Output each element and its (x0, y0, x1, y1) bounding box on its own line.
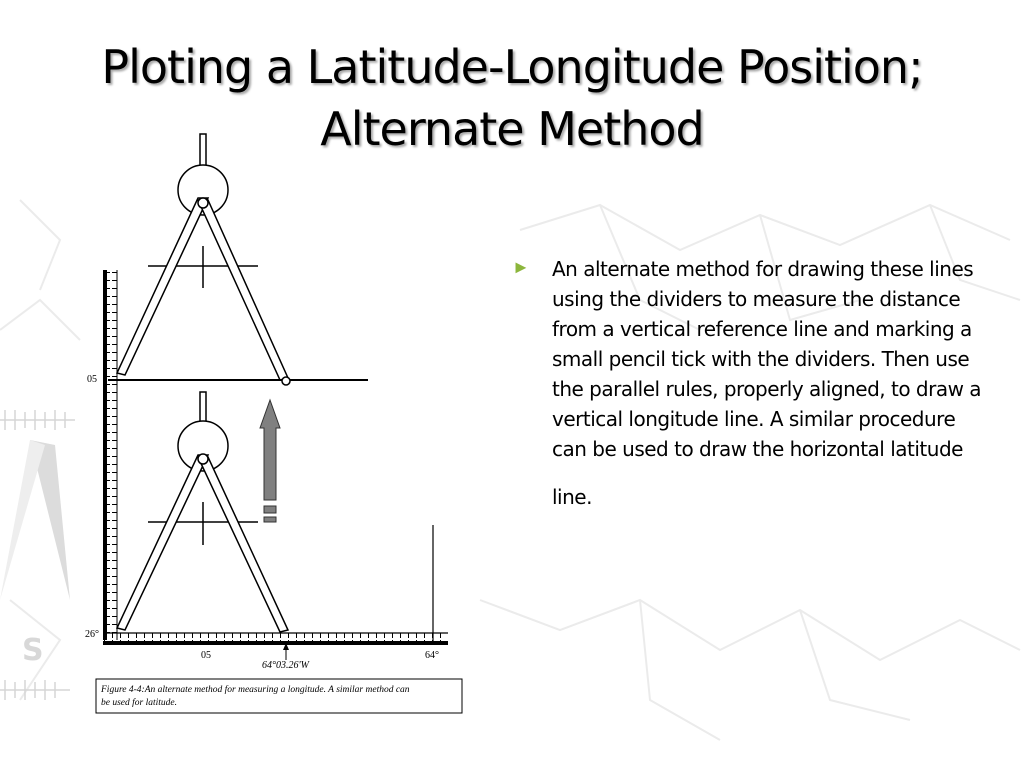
dividers-top-icon (117, 134, 290, 385)
latitude-scale (103, 270, 117, 640)
bullet-text (552, 254, 982, 512)
bullet-text-body: An alternate method for drawing these lines using the dividers to measure the distance from a vertical reference line and marking a small pencil tick with the dividers. Then use the parallel rules, properly aligned, to draw a vertical longitude line. A similar procedure can be used to draw the horizontal latitude (552, 257, 982, 461)
up-arrow-icon (260, 400, 280, 522)
label-64-degrees: 64° (425, 650, 439, 661)
figure-caption-line-2: be used for latitude. (101, 698, 177, 708)
figure-caption (96, 679, 462, 713)
bullet-text-last-line: line. (552, 485, 592, 509)
label-26-degrees: 26° (85, 629, 99, 640)
slide-title-line-2: Alternate Method (320, 102, 704, 156)
position-marker-arrow (283, 643, 289, 660)
label-05-left: 05 (87, 374, 97, 385)
longitude-scale (103, 633, 448, 645)
label-05-bottom: 05 (201, 650, 211, 661)
figure-caption-line-1: Figure 4-4:An alternate method for measuring a longitude. A similar method can (101, 685, 410, 695)
label-position-mark: 64°03.26'W (262, 660, 309, 671)
svg-text:S: S (22, 633, 44, 668)
slide-title-line-1: Ploting a Latitude-Longitude Position; (101, 40, 923, 94)
bullet-list (512, 254, 982, 512)
dividers-figure (0, 130, 480, 720)
bullet-arrow-icon: ► (512, 257, 530, 277)
